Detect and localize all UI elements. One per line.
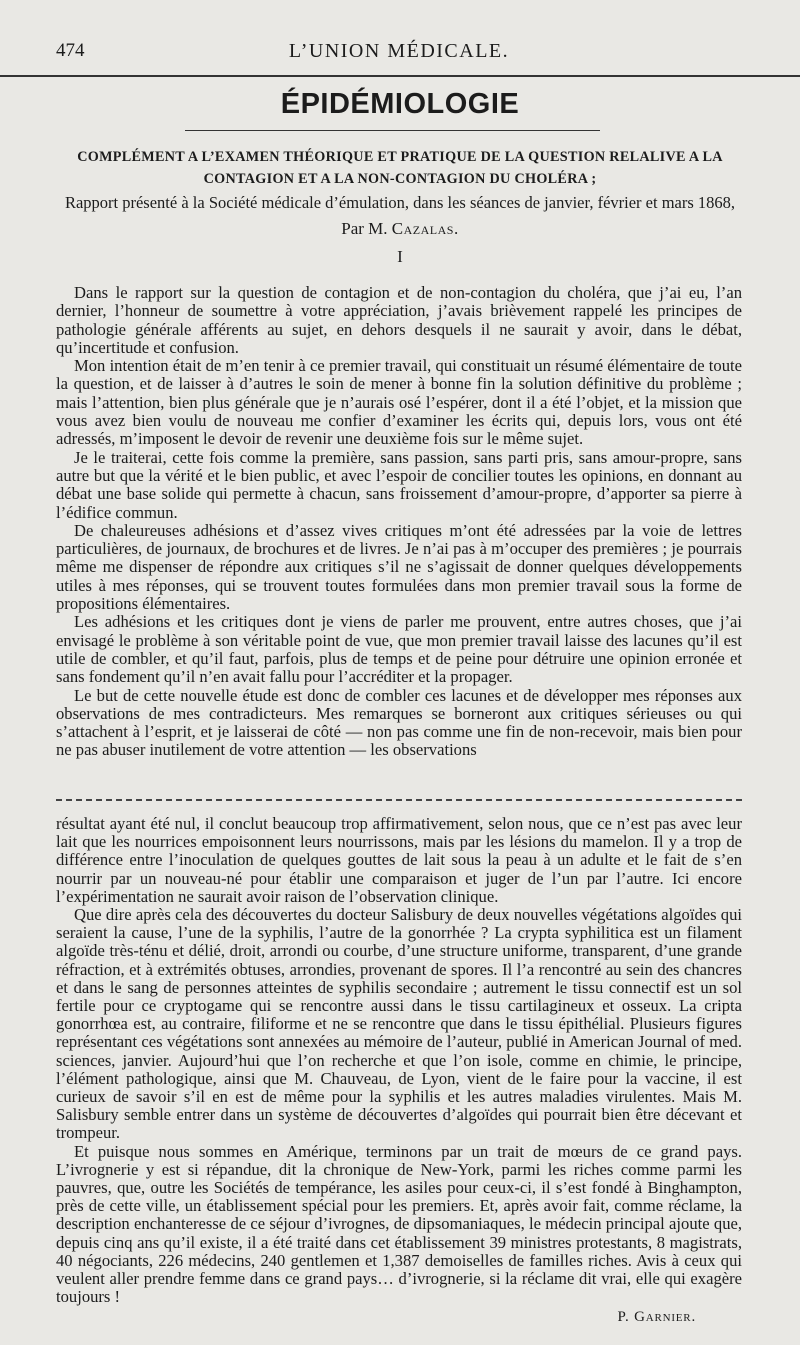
author-line <box>0 219 800 239</box>
section-divider <box>56 799 742 801</box>
body-paragraph: Je le traiterai, cette fois comme la première, sans passion, sans parti pris, sans amour-propre, sans autre but que la vérité et le bien public, et avec l’espoir de concilier toutes les opinions, en donnant au débat une base solide qui permette à chacun, sans froissement d’amour-propre, d’apporter sa pierre à l’édifice commun. <box>56 447 742 522</box>
continuation-paragraph: résultat ayant été nul, il conclut beaucoup trop affirmativement, selon nous, que ce n’est pas avec leur lait que les nourrices empoisonnent leurs nourrissons, mais par les lésions du mamelon. Il y a trop de différence entre l’inoculation de quelques gouttes de lait sous la peau à un adulte et le fait de s’en nourrir par un nouveau-né pour établir une comparaison et juger de l’un par l’autre. Ici encore l’expérimentation ne saurait avoir raison de l’observation clinique. <box>56 814 742 906</box>
body-paragraph: Les adhésions et les critiques dont je viens de parler me prouvent, entre autres choses, que j’ai envisagé le problème à son véritable point de vue, que mon premier travail laisse des lacunes qu’il est utile de combler, et qu’il faut, parfois, plus de temps et de peine pour détruire une opinion erronée et sans fondement qu’il n’en avait fallu pour l’accréditer et la propager. <box>56 612 742 687</box>
body-paragraph: De chaleureuses adhésions et d’assez vives critiques m’ont été adressées par la voie de lettres particulières, de journaux, de brochures et de livres. Je n’ai pas à m’occuper des premières ; je pourrais même me dispenser de répondre aux critiques s’il ne s’agissait de donner quelques développements utiles à mes réponses, qui se trouvent toutes formulées dans mon premier travail sous la forme de propositions élémentaires. <box>56 520 742 614</box>
article-body <box>56 284 742 760</box>
continuation-text <box>56 815 742 1306</box>
header-rule <box>0 75 800 77</box>
title-rule <box>185 130 600 131</box>
author-prefix: Par M. <box>341 219 388 238</box>
section-title: ÉPIDÉMIOLOGIE <box>280 88 520 120</box>
article-heading-line-1: COMPLÉMENT A L’EXAMEN THÉORIQUE ET PRATIQUE DE LA QUESTION RELALIVE A LA <box>77 149 723 165</box>
continuation-paragraph: Que dire après cela des découvertes du docteur Salisbury de deux nouvelles végétations algoïdes qui seraient la cause, l’une de la syphilis, l’autre de la gonorrhée ? La crypta syphilitica est un filament algoïde très-ténu et délié, droit, arrondi ou courbe, d’une structure uniforme, transparent, d’une grande réfraction, et à extrémités obtuses, arrondies, provenant de spores. Il l’a rencontré au sein des chancres et dans le sang de personnes atteintes de syphilis secondaire ; autrement le tissu connectif est un sol fertile pour ce cryptogame qui se rencontre aussi dans le tissu cartilagineux et osseux. La cripta gonorrhœa est, au contraire, filiforme et ne se rencontre que dans le tissu épithélial. Plusieurs figures représentant ces végétations sont annexées au mémoire de l’auteur, publié in American Journal of med. sciences, janvier. Aujourd’hui que l’on recherche et que l’on isole, comme en chimie, le principe, l’élément pathologique, ainsi que M. Chauveau, de Lyon, vient de le faire pour la vaccine, il est curieux de savoir s’il en est de même pour la syphilis et les autres maladies virulentes. Mais M. Salisbury semble entrer dans un système de découvertes d’algoïdes qui pourrait bien être décevant et trompeur. <box>56 905 742 1143</box>
body-paragraph: Mon intention était de m’en tenir à ce premier travail, qui constituait un résumé élémentaire de toute la question, et de laisser à d’autres le soin de mener à bonne fin la solution définitive du problème ; mais l’attention, bien plus générale que je n’aurais osé l’espérer, dont il a été l’objet, et la mission que vous avez bien voulu de nouveau me confier d’examiner les écrits qui, depuis lors, vous ont été adressés, m’imposent le devoir de revenir une deuxième fois sur le même sujet. <box>56 356 742 449</box>
body-paragraph: Dans le rapport sur la question de contagion et de non-contagion du choléra, que j’ai eu, l’an dernier, l’honneur de soumettre à votre appréciation, j’avais brièvement rappelé les principes de pathologie générale afférents au sujet, en dehors desquels il ne saurait y avoir, dans le débat, qu’incertitude et confusion. <box>56 283 742 357</box>
body-paragraph: Le but de cette nouvelle étude est donc de combler ces lacunes et de développer mes réponses aux observations de mes contradicteurs. Mes remarques se borneront aux critiques sérieuses ou qui s’attachent à l’esprit, et je laisserai de côté — non pas comme une fin de non-recevoir, mais bien pour ne pas abuser inutilement de votre attention — les observations <box>56 685 742 760</box>
page-number: 474 <box>56 40 85 61</box>
signature: P. Garnier. <box>617 1309 696 1325</box>
continuation-paragraph: Et puisque nous sommes en Amérique, terminons par un trait de mœurs de ce grand pays. L’ivrognerie y est si répandue, dit la chronique de New-York, parmi les riches comme parmi les pauvres, que, outre les Sociétés de tempérance, les asiles pour ceux-ci, il s’est fondé à Binghampton, près de cette ville, un établissement spécial pour les premiers. Et, après avoir fait, comme réclame, la description enchanteresse de ce séjour d’ivrognes, de dipsomaniaques, le médecin principal ajoute que, depuis cinq ans qu’il existe, il a été traité dans cet établissement 39 ministres protestants, 8 magistrats, 40 négociants, 226 médecins, 240 gentlemen et 1,387 demoiselles de familles riches. Avis à ceux qui veulent aller prendre femme dans ce grand pays… d’ivrognerie, si la réclame dit vrai, elle qui exagère toujours ! <box>56 1141 742 1307</box>
author-name: Cazalas. <box>391 219 459 238</box>
report-note: Rapport présenté à la Société médicale d’émulation, dans les séances de janvier, février et mars 1868, <box>64 193 736 212</box>
journal-title: L’UNION MÉDICALE. <box>288 40 510 62</box>
article-heading <box>0 146 800 190</box>
part-numeral: I <box>397 247 403 266</box>
running-head <box>56 0 742 62</box>
article-heading-line-2: CONTAGION ET A LA NON-CONTAGION DU CHOLÉRA ; <box>203 171 597 187</box>
